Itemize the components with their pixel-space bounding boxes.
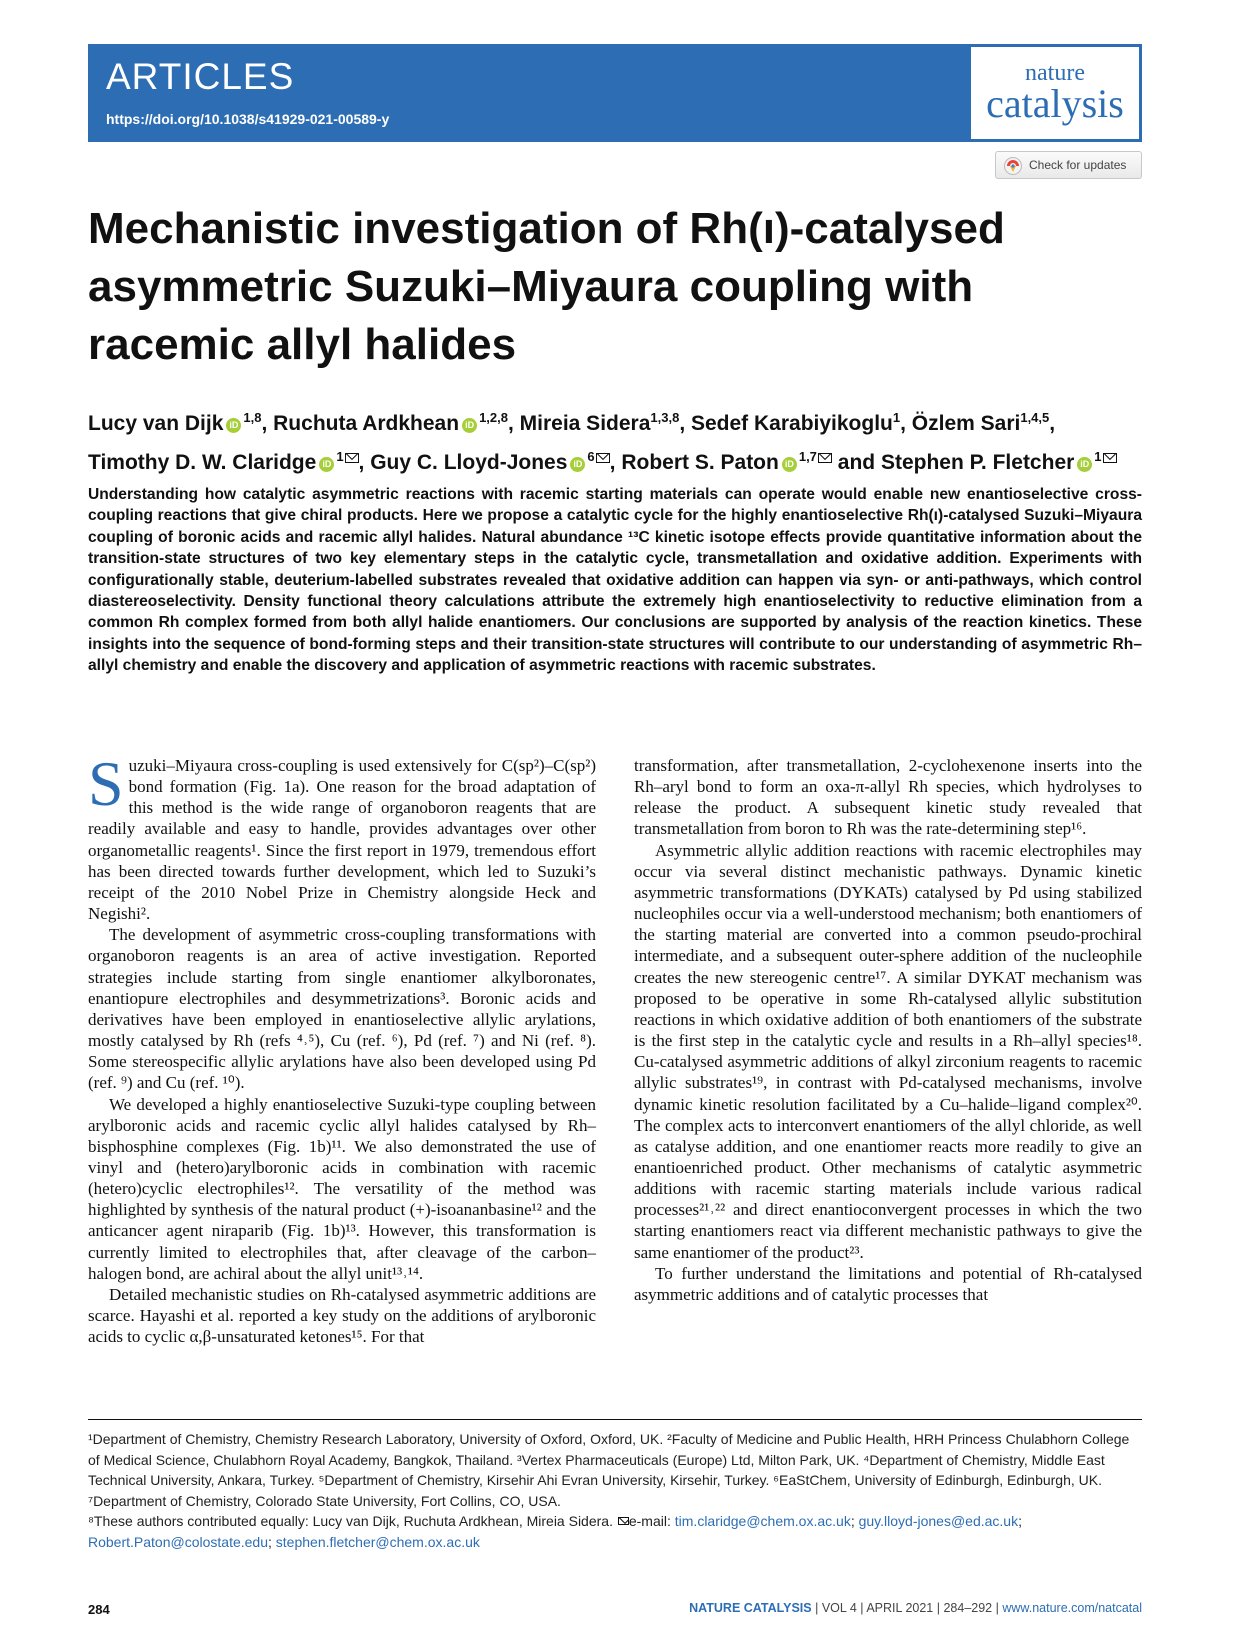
email-link[interactable]: tim.claridge@chem.ox.ac.uk (674, 1513, 851, 1529)
author-affil-sup: 1 (336, 449, 344, 464)
author-affil-sup: 1,3,8 (650, 410, 680, 425)
footnote-divider (88, 1419, 1142, 1420)
journal-logo[interactable] (971, 47, 1139, 139)
author-name[interactable]: Robert S. Paton (621, 451, 779, 474)
footer-url[interactable]: www.nature.com/natcatal (1002, 1601, 1142, 1615)
body-column-left (88, 748, 596, 1347)
envelope-icon[interactable] (596, 453, 610, 463)
section-label: ARTICLES (106, 56, 295, 97)
author-name[interactable]: Timothy D. W. Claridge (88, 451, 317, 474)
paragraph: Asymmetric allylic addition reactions with racemic electrophiles may occur via several distinct mechanistic pathways. Dynamic kinetic asymmetric transformations (DYKATs) catalysed by Pd using stabilized nucleophiles occur via a well-understood mechanism; both enantiomers of the starting material are converted into a common pseudo-prochiral intermediate, and a subsequent outer-sphere addition of the nucleophile creates the new stereogenic centre¹⁷. A similar DYKAT mechanism was proposed to be operative in some Rh-catalysed allylic substitution reactions in which oxidative addition of both enantiomers of the substrate is the first step in the catalytic cycle and results in a Rh–allyl species¹⁸. Cu-catalysed asymmetric additions of alkyl zirconium reagents to racemic allylic substrates¹⁹, in contrast with Pd-catalysed mechanisms, involve dynamic kinetic resolution facilitated by a Cu–halide–ligand complex²⁰. The complex acts to interconvert enantiomers of the allyl chloride, as well as catalyse addition, and one enantiomer reacts more readily to give an enantioenriched product. Other mechanisms of catalytic asymmetric additions with racemic starting materials include various radical processes²¹˒²² and direct enantioconvergent processes in which the two starting enantiomers react via different mechanistic pathways to give the same enantiomer of the product²³. (634, 840, 1142, 1262)
author-affil-sup: 1,8 (243, 410, 262, 425)
paragraph: Detailed mechanistic studies on Rh-catalysed asymmetric additions are scarce. Hayashi et al. reported a key study on the additions of arylboronic acids to cyclic α,β-unsaturated ketones¹⁵. For that (88, 1284, 596, 1347)
paragraph: To further understand the limitations and potential of Rh-catalysed asymmetric additions and of catalytic processes that (634, 1263, 1142, 1304)
drop-cap: S (88, 748, 124, 819)
doi-link[interactable]: https://doi.org/10.1038/s41929-021-00589-y (106, 111, 390, 127)
footer-volume: VOL 4 (821, 1601, 857, 1615)
author-name[interactable]: Mireia Sidera (519, 412, 651, 435)
email-link[interactable]: stephen.fletcher@chem.ox.ac.uk (275, 1533, 480, 1550)
footer-pages: 284–292 (943, 1601, 993, 1615)
author-name[interactable]: Özlem Sari (911, 412, 1021, 435)
author-name[interactable]: Lucy van Dijk (88, 412, 224, 435)
author-affil-sup: 1 (1094, 449, 1102, 464)
footer-citation: NATURE CATALYSIS | VOL 4 | APRIL 2021 | 284–292 | www.nature.com/natcatal (689, 1601, 1142, 1615)
envelope-icon[interactable] (345, 453, 359, 463)
author-affil-sup: 1,4,5 (1020, 410, 1050, 425)
paragraph (88, 748, 596, 924)
envelope-icon[interactable] (1103, 453, 1117, 463)
orcid-icon[interactable]: iD (1077, 457, 1092, 472)
footer-date: APRIL 2021 (866, 1601, 934, 1615)
paragraph: We developed a highly enantioselective Suzuki-type coupling between arylboronic acids and racemic cyclic allyl halides catalysed by Rh–bisphosphine complexes (Fig. 1b)¹¹. We also demonstrated the use of vinyl and (hetero)arylboronic acids in combination with racemic (hetero)cyclic electrophiles¹². The versatility of the method was highlighted by synthesis of the natural product (+)-isoananbasine¹² and the anticancer agent niraparib (Fig. 1b)¹³. However, this transformation is currently limited to electrophiles that, after cleavage of the carbon–halogen bond, are achiral about the allyl unit¹³˒¹⁴. (88, 1094, 596, 1283)
orcid-icon[interactable]: iD (226, 418, 241, 433)
equal-contribution-note: ⁸These authors contributed equally: Lucy van Dijk, Ruchuta Ardkhean, Mireia Sidera. (88, 1513, 613, 1529)
paragraph: transformation, after transmetallation, 2-cyclohexenone inserts into the Rh–aryl bond to form an oxa-π-allyl Rh species, which hydrolyses to release the product. A subsequent kinetic study revealed that transmetallation from boron to Rh was the rate-determining step¹⁶. (634, 756, 1142, 839)
author-conjunction: and (837, 451, 876, 474)
author-affil-sup: 1,7 (798, 449, 817, 464)
author-name[interactable]: Stephen P. Fletcher (880, 451, 1075, 474)
envelope-icon[interactable] (818, 453, 832, 463)
body-column-right (634, 755, 1142, 1305)
article-title: Mechanistic investigation of Rh(ı)-catalysed asymmetric Suzuki–Miyaura coupling with racemic allyl halides (88, 204, 1005, 369)
author-affil-sup: 1,2,8 (479, 410, 508, 425)
journal-logo-line1: nature (1025, 60, 1085, 86)
affiliations: ¹Department of Chemistry, Chemistry Research Laboratory, University of Oxford, Oxford, UK. ²Faculty of Medicine and Public Health, HRH Princess Chulabhorn College of Medical Science, Chulabhorn Royal Academy, Bangkok, Thailand. ³Vertex Pharmaceuticals (Europe) Ltd, Milton Park, UK. ⁴Department of Chemistry, Middle East Technical University, Ankara, Turkey. ⁵Department of Chemistry, Kirsehir Ahi Evran University, Kirsehir, Turkey. ⁶EaStChem, University of Edinburgh, Edinburgh, UK. ⁷Department of Chemistry, Colorado State University, Fort Collins, CO, USA. ⁸These authors contributed equally: Lucy van Dijk, Ruchuta Ardkhean, Mireia Sidera. e-mail: tim.claridge@chem.ox.ac.uk; guy.lloyd-jones@ed.ac.uk; Robert.Paton@colostate.edu; stephen.fletcher@chem.ox.ac.uk (88, 1431, 1130, 1550)
email-link[interactable]: Robert.Paton@colostate.edu (88, 1533, 268, 1550)
page-number: 284 (88, 1602, 110, 1617)
paragraph-text: uzuki–Miyaura cross-coupling is used extensively for C(sp²)–C(sp²) bond formation (Fig. 1a). One reason for the broad adaptation of this method is the wide range of organoboron reagents that are readily available and easy to handle, provides advantages over other organometallic reagents¹. Since the first report in 1979, tremendous effort has been directed towards further development, which led to Suzuki’s receipt of the 2010 Nobel Prize in Chemistry alongside Heck and Negishi². (88, 756, 596, 924)
check-updates-icon (1004, 157, 1022, 175)
footer-journal: NATURE CATALYSIS (689, 1601, 812, 1615)
envelope-icon (618, 1517, 629, 1525)
author-name[interactable]: Guy C. Lloyd-Jones (370, 451, 568, 474)
journal-logo-line2: catalysis (986, 81, 1124, 126)
paragraph: The development of asymmetric cross-coupling transformations with organoboron reagents is an area of active investigation. Reported strategies include starting from single enantiomer alkylboronates, enantiopure electrophiles and desymmetrizations³. Boronic acids and derivatives have been employed in enantioselective allylic arylations, mostly catalysed by Rh (refs ⁴˒⁵), Cu (ref. ⁶), Pd (ref. ⁷) and Ni (ref. ⁸). Some stereospecific allylic arylations have also been developed using Pd (ref. ⁹) and Cu (ref. ¹⁰). (88, 925, 596, 1093)
author-name[interactable]: Sedef Karabiyikoglu (690, 412, 893, 435)
author-affil-sup: 6 (587, 449, 595, 464)
affiliation-list: ¹Department of Chemistry, Chemistry Research Laboratory, University of Oxford, Oxford, UK. ²Faculty of Medicine and Public Health, HRH Princess Chulabhorn College of Medical Science, Chulabhorn Royal Academy, Bangkok, Thailand. ³Vertex Pharmaceuticals (Europe) Ltd, Milton Park, UK. ⁴Department of Chemistry, Middle East Technical University, Ankara, Turkey. ⁵Department of Chemistry, Kirsehir Ahi Evran University, Kirsehir, Turkey. ⁶EaStChem, University of Edinburgh, Edinburgh, UK. ⁷Department of Chemistry, Colorado State University, Fort Collins, CO, USA. (88, 1431, 1130, 1509)
orcid-icon[interactable]: iD (782, 457, 797, 472)
check-updates-label: Check for updates (1029, 158, 1127, 172)
check-for-updates-button[interactable] (995, 151, 1142, 179)
orcid-icon[interactable]: iD (319, 457, 334, 472)
author-list: Lucy van Dijk iD $^{1,8}$, Ruchuta Ardkhean iD $^{1,2,8}$, Mireia Sidera$^{1,3,8}$, Sedef Karabiyikoglu$^1$, Özlem Sari$^{1,4,5}$, Timothy D. W. Claridge iD $^1$ , Guy C. Lloyd-Jones iD $^6$ , Robert S. Paton iD $^{1,7}$ and Stephen P. Fletcher iD $^1$ (88, 401, 1148, 479)
header-banner (88, 44, 1142, 142)
email-link[interactable]: guy.lloyd-jones@ed.ac.uk (858, 1513, 1019, 1529)
author-affil-sup: 1 (892, 410, 901, 425)
abstract: Understanding how catalytic asymmetric reactions with racemic starting materials can operate would enable new enantioselective cross-coupling reactions that give chiral products. Here we propose a catalytic cycle for the highly enantioselective Rh(ı)-catalysed Suzuki–Miyaura coupling of boronic acids and racemic allyl halides. Natural abundance ¹³C kinetic isotope effects provide quantitative information about the transition-state structures of two key elementary steps in the catalytic cycle, transmetallation and oxidative addition. Experiments with configurationally stable, deuterium-labelled substrates revealed that oxidative addition can happen via syn- or anti-pathways, which control diastereoselectivity. Density functional theory calculations attribute the extremely high enantioselectivity to reductive elimination from a common Rh complex formed from both allyl halide enantiomers. Our conclusions are supported by analysis of the reaction kinetics. These insights into the sequence of bond-forming steps and their transition-state structures will contribute to our understanding of asymmetric Rh–allyl chemistry and enable the discovery and application of asymmetric reactions with racemic substrates. (88, 486, 1142, 675)
orcid-icon[interactable]: iD (462, 418, 477, 433)
email-label: e-mail: (628, 1513, 671, 1529)
orcid-icon[interactable]: iD (570, 457, 585, 472)
author-name[interactable]: Ruchuta Ardkhean (273, 412, 460, 435)
